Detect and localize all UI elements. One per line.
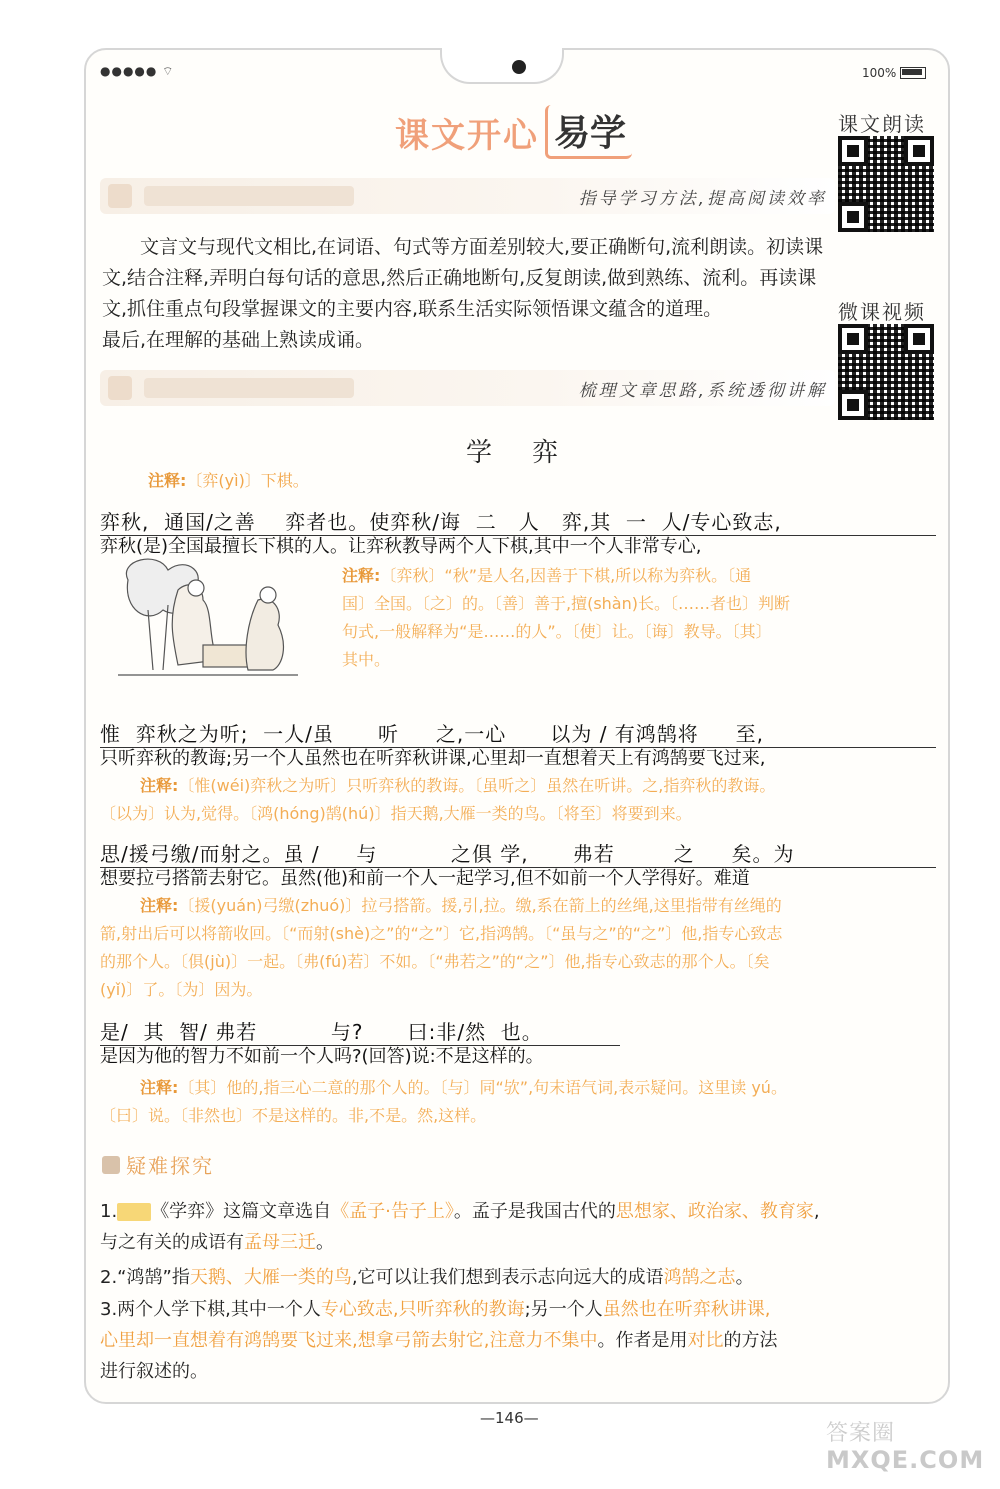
question-line [100,1325,940,1356]
intro-paragraph [102,232,940,356]
watermark-logo: 答案圈 [826,1421,896,1446]
qr-code-video[interactable] [838,324,934,420]
camera-icon [512,60,526,74]
battery-status [862,66,926,80]
intro-line: 文,结合注释,弄明白每句话的意思,然后正确地断句,反复朗读,做到熟练、流利。再读课 [102,267,817,289]
question-text: 。 [316,1232,334,1253]
page-number: —146— [480,1409,539,1427]
modern-translation: 是因为他的智力不如前一个人吗?(回答)说:不是这样的。 [100,1046,544,1067]
section-subtitle: 梳理文章思路,系统透彻讲解 [578,381,827,401]
battery-percent: 100% [862,66,897,80]
section-number-icon [102,1156,120,1174]
page-title-main: 课文开心 [395,115,539,156]
tablet-notch [440,48,564,84]
question-text: 。作者是用 [597,1330,688,1351]
qr-code-reading[interactable] [838,136,934,232]
question-text: ,它可以让我们想到表示志向远大的成语 [351,1267,664,1288]
intro-line: 文,抓住重点句段掌握课文的主要内容,联系生活实际领悟课文蕴含的道理。 [102,298,723,320]
note-line: (yǐ)〕了。〔为〕因为。 [100,980,263,999]
note-label: 注释: [342,566,381,585]
watermark-url: MXQE.COM [826,1446,985,1474]
question-text: 。孟子是我国古代的 [453,1201,616,1222]
question-text: 与之有关的成语有 [100,1232,244,1253]
qr-finder [838,390,868,420]
answer-text: 天鹅、大雁一类的鸟 [189,1267,352,1288]
question-text: 的方法 [723,1330,778,1351]
note-line: 其中。 [342,650,391,669]
answer-text: 对比 [687,1330,724,1351]
classic-line: 是/ 其 智/ 弗若 与? 曰:非/然 也。 [100,1016,620,1046]
note-line: 国〕全国。〔之〕的。〔善〕善于,擅(shàn)长。〔……者也〕判断 [342,594,790,613]
question-text: 《学弈》这篇文章选自 [151,1201,332,1222]
note-line: 句式,一般解释为“是……的人”。〔使〕让。〔诲〕教导。〔其〕 [342,622,772,641]
question-text: 2.“鸿鹄”指 [100,1267,190,1288]
note-line: 〔以为〕认为,觉得。〔鸿(hóng)鹄(hú)〕指天鹅,大雁一类的鸟。〔将至〕将要到来。 [100,804,692,823]
battery-icon [900,67,926,79]
answer-text: 思想家、政治家、教育家 [615,1201,814,1222]
qr-label-reading: 课文朗读 [838,112,926,136]
question-number: 1. [100,1201,118,1222]
note-line [342,562,936,590]
modern-translation: 只听弈秋的教诲;另一个人虽然也在听弈秋讲课,心里却一直想着天上有鸿鹄要飞过来, [100,748,766,769]
section-bar-analysis [100,370,835,406]
answer-text: 孟母三迁 [244,1232,316,1253]
page-title [395,105,632,159]
section-bar-method [100,178,835,214]
section-heading-faded [144,186,354,206]
answer-text: 《孟子·告子上》 [331,1201,454,1222]
note-block [100,1074,936,1130]
classic-line: 弈秋, 通国/之善 弈者也。使弈秋/诲 二 人 弈,其 一 人/专心致志, [100,506,936,536]
qr-label-video: 微课视频 [838,300,926,324]
explore-heading [102,1150,214,1179]
note-line: 箭,射出后可以将箭收回。〔“而射(shè)之”的“之”〕它,指鸿鹄。〔“虽与之”的“之”〕他,指专心致志 [100,924,783,943]
question-1 [100,1196,940,1258]
question-2 [100,1262,940,1293]
note-line: 的那个人。〔俱(jù)〕一起。〔弗(fú)若〕不如。〔“弗若之”的“之”〕他,指专心致志的那个人。〔矣 [100,952,770,971]
qr-finder [838,202,868,232]
qr-finder [838,324,868,354]
signal-dots: ●●●●● [100,64,163,78]
section-number-icon [108,376,132,400]
note-label: 注释: [140,1078,179,1097]
note-block [100,772,936,828]
classic-line: 惟 弈秋之为听; 一人/虽 听 之,一心 以为 / 有鸿鹄将 至, [100,718,936,748]
section-number-icon [108,184,132,208]
answer-text: 专心致志,只听弈秋的教诲 [320,1299,525,1320]
note-text: 〔弈(yì)〕下棋。 [186,471,309,490]
signal-icon [100,64,174,79]
intro-line: 最后,在理解的基础上熟读成诵。 [102,329,375,351]
qr-finder [838,136,868,166]
answer-text: 虽然也在听弈秋讲课, [602,1299,771,1320]
question-line [100,1227,940,1258]
question-line: 进行叙述的。 [100,1361,208,1382]
note-label: 注释: [148,471,187,490]
classic-line: 思/援弓缴/而射之。虽 / 与 之俱 学, 弗若 之 矣。为 [100,838,936,868]
modern-translation: 弈秋(是)全国最擅长下棋的人。让弈秋教导两个人下棋,其中一个人非常专心, [100,536,702,557]
explore-heading-text: 疑难探究 [126,1154,214,1178]
note-text: 〔援(yuán)弓缴(zhuó)〕拉弓搭箭。援,引,拉。缴,系在箭上的丝绳,这里指带有丝绳的 [178,896,782,915]
qr-finder [904,136,934,166]
question-3 [100,1294,940,1387]
note-line [100,1074,936,1102]
modern-translation: 想要拉弓搭箭去射它。虽然(他)和前一个人一起学习,但不如前一个人学得好。难道 [100,868,750,889]
illustration-go-players [108,550,308,690]
qr-finder [904,324,934,354]
page-title-emphasis: 易学 [545,105,632,159]
note-line [100,892,936,920]
note-label: 注释: [140,776,179,795]
question-text: ;另一个人 [524,1299,603,1320]
section-heading-faded [144,378,354,398]
question-line [100,1294,940,1325]
note-block [342,562,936,674]
note-text: 〔弈秋〕“秋”是人名,因善于下棋,所以称为弈秋。〔通 [380,566,752,585]
intro-line: 文言文与现代文相比,在词语、句式等方面差别较大,要正确断句,流利朗读。初读课 [140,236,824,258]
section-subtitle: 指导学习方法,提高阅读效率 [578,189,827,209]
answer-text: 鸿鹄之志 [663,1267,736,1288]
question-text: 3.两个人学下棋,其中一个人 [100,1299,321,1320]
note-text: 〔其〕他的,指三心二意的那个人的。〔与〕同“欤”,句末语气词,表示疑问。这里读 yú。 [178,1078,787,1097]
highlight-mark [117,1203,151,1221]
note-line [100,772,936,800]
text-title: 学弈 [466,438,599,468]
wifi-icon: ⌔ [162,64,175,78]
answer-text: 心里却一直想着有鸿鹄要飞过来,想拿弓箭去射它,注意力不集中 [100,1330,598,1351]
question-text: , [813,1201,820,1222]
note-block [100,892,936,1004]
note-line: 〔曰〕说。〔非然也〕不是这样的。非,不是。然,这样。 [100,1106,487,1125]
title-note [148,468,309,491]
note-label: 注释: [140,896,179,915]
note-text: 〔惟(wéi)弈秋之为听〕只听弈秋的教诲。〔虽听之〕虽然在听讲。之,指弈秋的教诲。 [178,776,776,795]
question-text: 。 [735,1267,754,1288]
question-line [100,1196,940,1227]
